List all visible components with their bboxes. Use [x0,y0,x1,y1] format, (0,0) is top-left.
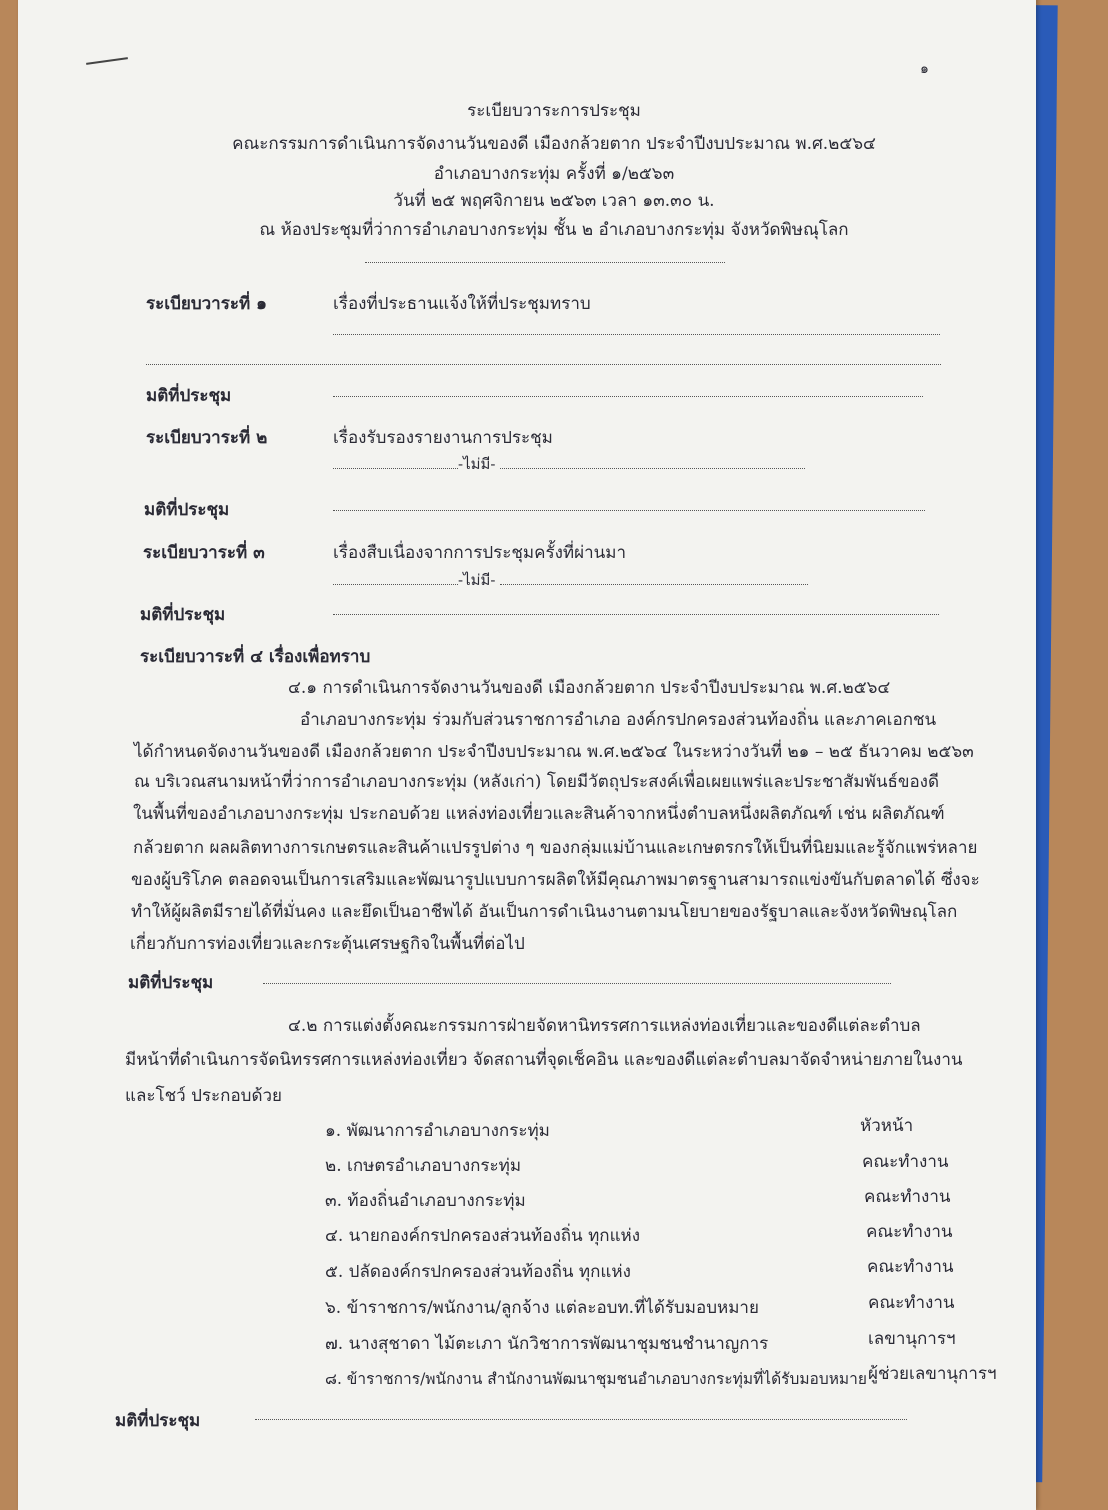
committee-member-role: คณะทำงาน [867,1257,954,1277]
item-4-1-line: ของผู้บริโภค ตลอดจนเป็นการเสริมและพัฒนารูปแบบการผลิตให้มีคุณภาพมาตรฐานสามารถแข่งขันกับตลาดได้ ซึ่งจะ [131,870,980,890]
agenda-3-title: เรื่องสืบเนื่องจากการประชุมครั้งที่ผ่านมา [333,543,627,563]
item-4-1-line: ได้กำหนดจัดงานวันของดี เมืองกล้วยตาก ประจำปีงบประมาณ พ.ศ.๒๕๖๔ ในระหว่างวันที่ ๒๑ – ๒๕ ธันวาคม ๒๕๖๓ [134,742,974,762]
item-4-2-line: และโชว์ ประกอบด้วย [125,1086,283,1106]
resolution-1-label: มติที่ประชุม [146,386,232,406]
item-4-1-line: ในพื้นที่ของอำเภอบางกระทุ่ม ประกอบด้วย แหล่งท่องเที่ยวและสินค้าจากหนึ่งตำบลหนึ่งผลิตภัณฑ์ เช่น ผลิตภัณฑ์ [133,804,945,824]
agenda-1-dotline-2 [146,364,941,365]
item-4-2-line: มีหน้าที่ดำเนินการจัดนิทรรศการแหล่งท่องเที่ยว จัดสถานที่จุดเช็คอิน และของดีแต่ละตำบลมาจัดจำหน่ายภายในงาน [125,1050,963,1070]
committee-member-name: ๔. นายกองค์กรปกครองส่วนท้องถิ่น ทุกแห่ง [325,1226,641,1246]
doc-subtitle-district: อำเภอบางกระทุ่ม ครั้งที่ ๑/๒๕๖๓ [433,164,675,184]
agenda-3-dotline-right [500,584,808,585]
doc-subtitle-datetime: วันที่ ๒๕ พฤศจิกายน ๒๕๖๓ เวลา ๑๓.๓๐ น. [393,191,715,211]
resolution-4-2-label: มติที่ประชุม [115,1411,201,1431]
doc-subtitle-venue: ณ ห้องประชุมที่ว่าการอำเภอบางกระทุ่ม ชั้น ๒ อำเภอบางกระทุ่ม จังหวัดพิษณุโลก [259,220,849,240]
resolution-4-1-label: มติที่ประชุม [128,973,214,993]
item-4-1-line: เกี่ยวกับการท่องเที่ยวและกระตุ้นเศรษฐกิจในพื้นที่ต่อไป [130,934,525,954]
resolution-2-label: มติที่ประชุม [144,500,230,520]
committee-member-role: เลขานุการฯ [868,1329,956,1349]
item-4-1-line: ณ บริเวณสนามหน้าที่ว่าการอำเภอบางกระทุ่ม (หลังเก่า) โดยมีวัตถุประสงค์เพื่อเผยแพร่และประชาสัมพันธ์ของดี [134,772,940,792]
committee-member-name: ๗. นางสุชาดา ไม้ตะเภา นักวิชาการพัฒนาชุมชนชำนาญการ [325,1334,769,1354]
agenda-2-title: เรื่องรับรองรายงานการประชุม [333,428,553,448]
agenda-3-label: ระเบียบวาระที่ ๓ [143,543,265,563]
doc-title: ระเบียบวาระการประชุม [467,101,641,121]
agenda-4-heading: ระเบียบวาระที่ ๔ เรื่องเพื่อทราบ [140,647,371,667]
agenda-3-none: -ไม่มี- [458,571,496,589]
resolution-1-dotline [333,396,923,397]
item-4-1-line: ๔.๑ การดำเนินการจัดงานวันของดี เมืองกล้วยตาก ประจำปีงบประมาณ พ.ศ.๒๕๖๔ [288,678,891,698]
agenda-2-none: -ไม่มี- [458,455,496,473]
agenda-2-label: ระเบียบวาระที่ ๒ [146,428,268,448]
agenda-2-dotline-right [500,468,805,469]
resolution-4-2-dotline [255,1419,907,1420]
agenda-3-dotline-left [333,584,458,585]
committee-member-name: ๘. ข้าราชการ/พนักงาน สำนักงานพัฒนาชุมชนอำเภอบางกระทุ่มที่ได้รับมอบหมาย [325,1370,867,1388]
item-4-1-line: ทำให้ผู้ผลิตมีรายได้ที่มั่นคง และยึดเป็นอาชีพได้ อันเป็นการดำเนินงานตามนโยบายของรัฐบาลและจังหวัดพิษณุโลก [131,902,958,922]
agenda-1-label: ระเบียบวาระที่ ๑ [146,294,267,314]
item-4-1-line: กล้วยตาก ผลผลิตทางการเกษตรและสินค้าแปรรูปต่าง ๆ ของกลุ่มแม่บ้านและเกษตรกรให้เป็นที่นิยมและรู้จักแพร่หลาย [133,838,978,858]
committee-member-name: ๒. เกษตรอำเภอบางกระทุ่ม [325,1156,522,1176]
resolution-3-dotline [333,614,939,615]
committee-member-role: ผู้ช่วยเลขานุการฯ [868,1364,997,1384]
committee-member-role: คณะทำงาน [862,1152,949,1172]
committee-member-role: คณะทำงาน [866,1222,953,1242]
header-divider [365,262,725,263]
page-number: ๑ [920,61,929,77]
committee-member-role: คณะทำงาน [868,1293,955,1313]
agenda-2-dotline-left [333,468,458,469]
committee-member-name: ๖. ข้าราชการ/พนักงาน/ลูกจ้าง แต่ละอบท.ที่ได้รับมอบหมาย [325,1298,759,1318]
committee-member-name: ๕. ปลัดองค์กรปกครองส่วนท้องถิ่น ทุกแห่ง [325,1262,631,1282]
resolution-4-1-dotline [263,983,891,984]
agenda-1-title: เรื่องที่ประธานแจ้งให้ที่ประชุมทราบ [333,294,591,314]
resolution-3-label: มติที่ประชุม [140,605,226,625]
committee-member-name: ๑. พัฒนาการอำเภอบางกระทุ่ม [325,1121,550,1141]
committee-member-role: คณะทำงาน [864,1187,951,1207]
committee-member-role: หัวหน้า [860,1116,914,1136]
resolution-2-dotline [333,510,925,511]
item-4-2-line: ๔.๒ การแต่งตั้งคณะกรรมการฝ่ายจัดหานิทรรศการแหล่งท่องเที่ยวและของดีแต่ละตำบล [288,1016,921,1036]
agenda-1-dotline [333,334,940,335]
item-4-1-line: อำเภอบางกระทุ่ม ร่วมกับส่วนราชการอำเภอ องค์กรปกครองส่วนท้องถิ่น และภาคเอกชน [300,710,937,730]
committee-member-name: ๓. ท้องถิ่นอำเภอบางกระทุ่ม [325,1191,526,1211]
doc-subtitle-committee: คณะกรรมการดำเนินการจัดงานวันของดี เมืองกล้วยตาก ประจำปีงบประมาณ พ.ศ.๒๕๖๔ [232,134,876,154]
